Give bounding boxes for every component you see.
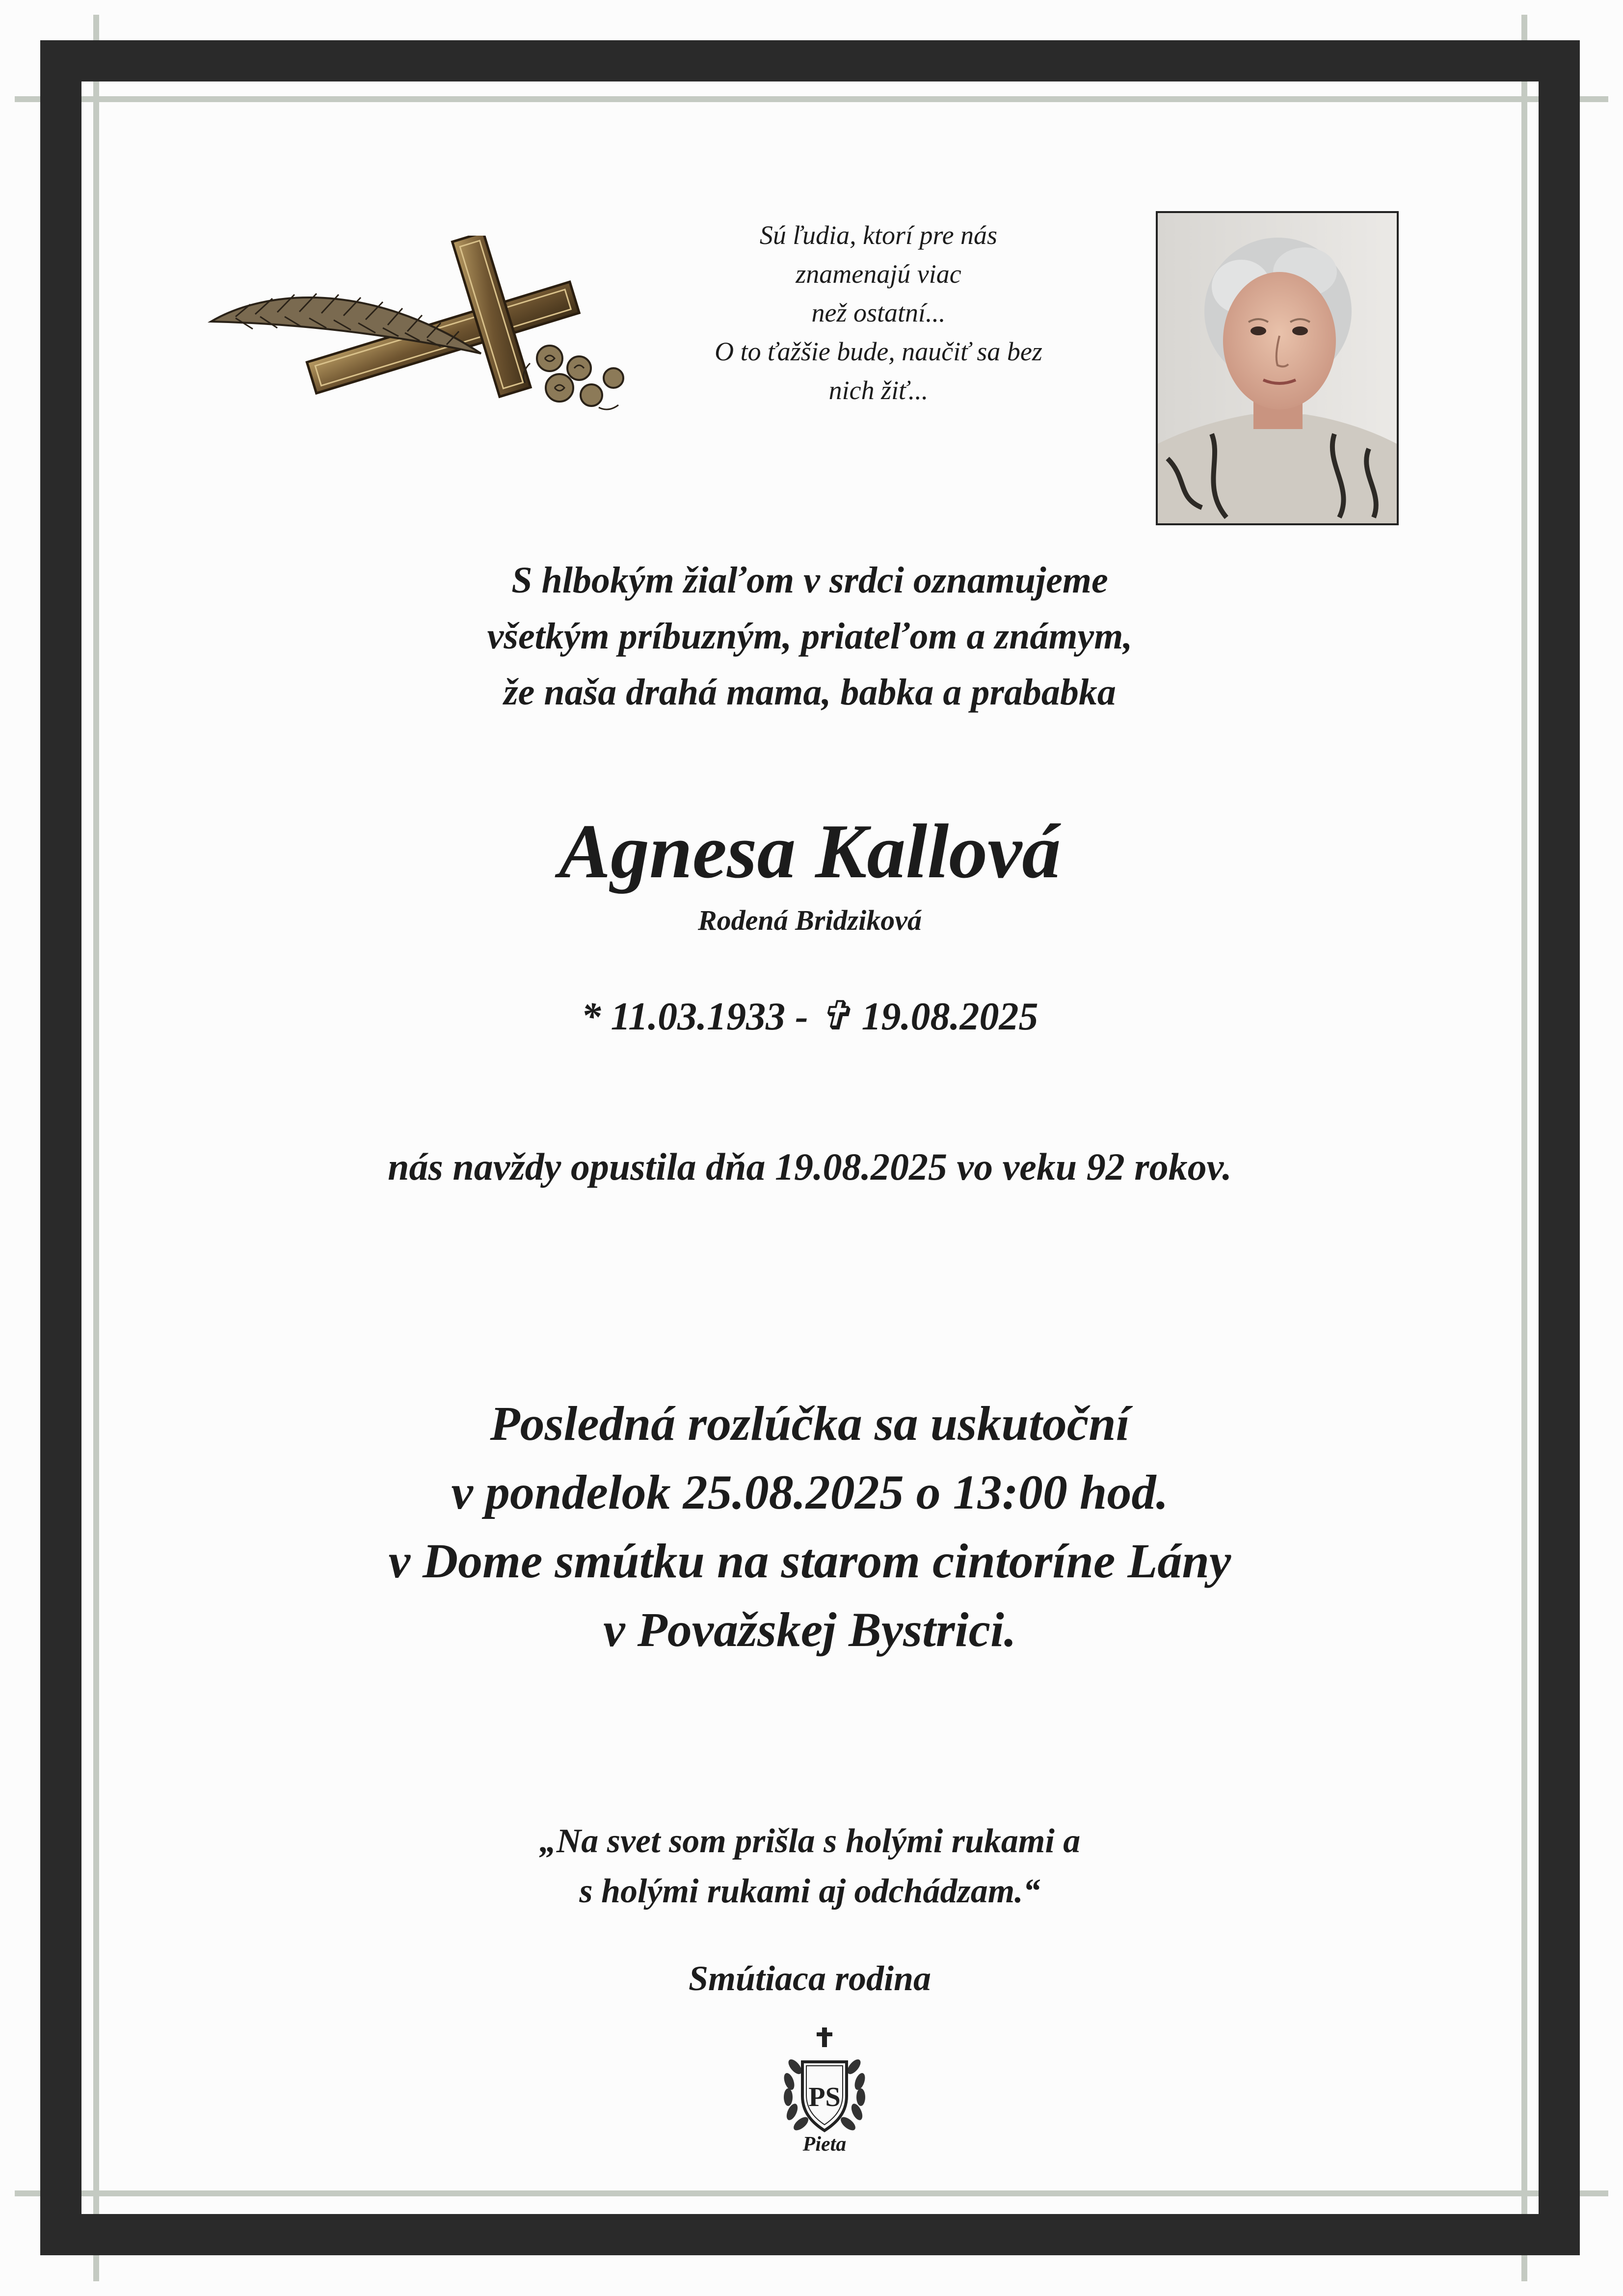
frame-rule-left [93,15,99,2281]
frame-border-bottom [40,2214,1580,2255]
motto-line: nich žiť... [828,376,929,405]
passing-note: nás navždy opustila dňa 19.08.2025 vo veku 92 rokov. [388,1145,1232,1188]
birth-date: * 11.03.1933 - [581,995,808,1038]
frame-border-right [1539,40,1580,2255]
quote-line: s holými rukami aj odchádzam.“ [579,1872,1040,1910]
quote-line: „Na svet som prišla s holými rukami a [539,1822,1081,1860]
ceremony-line: v pondelok 25.08.2025 o 13:00 hod. [451,1465,1169,1519]
motto-line: než ostatní... [811,298,946,327]
frame-rule-top [15,96,1608,102]
family-signature: Smútiaca rodina [688,1959,931,1998]
ceremony-line: v Dome smútku na starom cintoríne Lány [388,1534,1231,1588]
announcement-text [344,552,1276,720]
logo-monogram: PS [808,2082,841,2112]
cross-with-palm-branch-icon [206,236,638,432]
maiden-name: Rodená Bridziková [698,904,922,936]
frame-rule-bottom [15,2190,1608,2196]
frame-border-left [40,40,81,2255]
death-cross-icon: ✞ [818,994,852,1038]
announcement-line: všetkým príbuzným, priateľom a známym, [487,616,1133,657]
ceremony-line: Posledná rozlúčka sa uskutoční [490,1396,1130,1451]
frame-rule-right [1521,15,1527,2281]
portrait-photo [1156,211,1399,525]
logo-text: Pieta [802,2133,847,2156]
portrait-image [1158,213,1397,523]
frame-border-top [40,40,1580,81]
life-dates [442,989,1178,1044]
motto-line: O to ťažšie bude, naučiť sa bez [715,337,1042,366]
funeral-ceremony-info [245,1389,1374,1664]
motto-line: Sú ľudia, ktorí pre nás [759,220,998,250]
motto-verse [677,216,1080,410]
deceased-name: Agnesa Kallová [559,809,1061,894]
announcement-line: S hlbokým žiaľom v srdci oznamujeme [511,560,1108,601]
announcement-line: že naša drahá mama, babka a prababka [504,672,1116,713]
ceremony-line: v Považskej Bystrici. [603,1602,1016,1657]
farewell-quote [344,1816,1276,1917]
motto-line: znamenajú viac [796,259,961,289]
death-date: 19.08.2025 [861,995,1038,1038]
